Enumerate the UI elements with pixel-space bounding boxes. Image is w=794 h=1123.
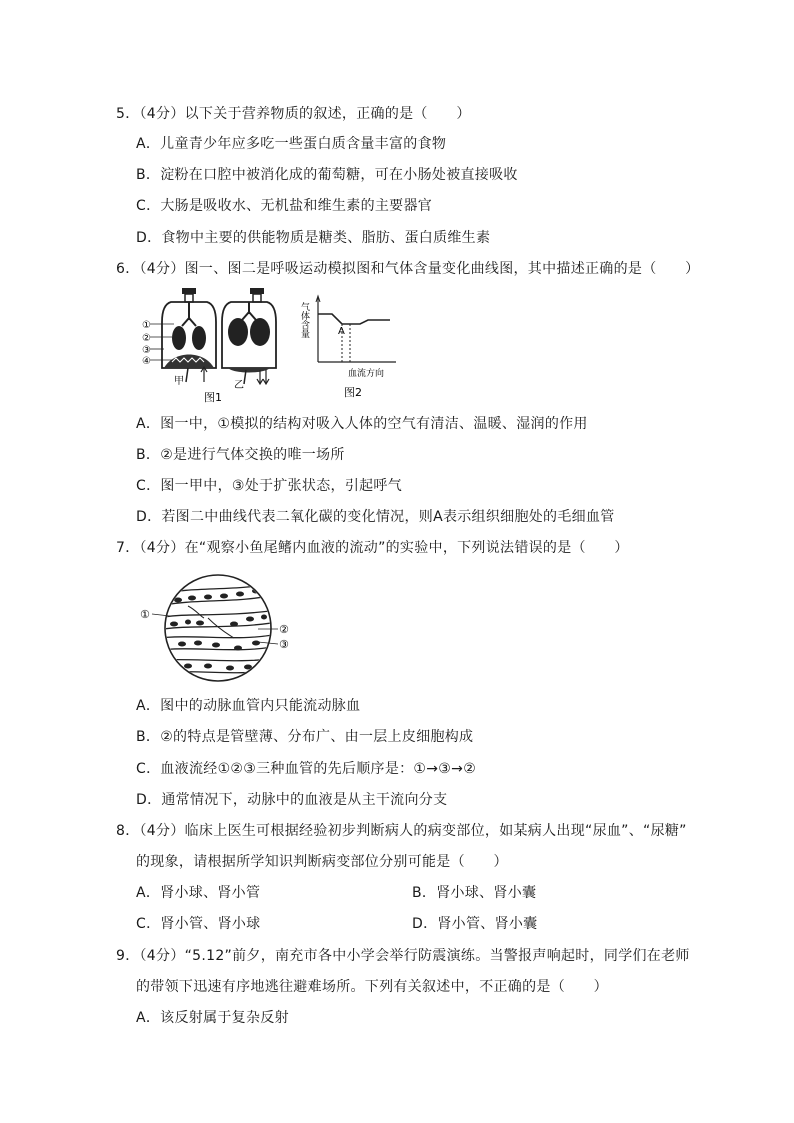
- jar-b-label: 乙: [234, 380, 244, 391]
- question-9-option-a: A．该反射属于复杂反射: [136, 1010, 289, 1026]
- question-8-option-c: C．肾小管、肾小球: [136, 916, 261, 932]
- fig2-xlabel: 血流方向: [348, 369, 385, 379]
- fig1-label-1: ①: [142, 320, 151, 331]
- question-8-stem-line1: 8．（4分）临床上医生可根据经验初步判断病人的病变部位，如某病人出现“尿血”、“尿糖”: [116, 823, 687, 839]
- question-6-option-d: D．若图二中曲线代表二氧化碳的变化情况，则A表示组织细胞处的毛细血管: [136, 509, 615, 525]
- question-5-option-a: A．儿童青少年应多吃一些蛋白质含量丰富的食物: [136, 136, 447, 152]
- question-7-stem: 7．（4分）在“观察小鱼尾鳍内血液的流动”的实验中，下列说法错误的是（ ）: [116, 540, 629, 556]
- question-7-option-a: A．图中的动脉血管内只能流动脉血: [136, 698, 361, 714]
- jar-a: [162, 288, 216, 382]
- fig2-marker-a: A: [338, 326, 345, 337]
- question-9-stem-line1: 9．（4分）“5.12”前夕，南充市各中小学会举行防震演练。当警报声响起时，同学们在老师: [116, 948, 690, 964]
- fig7-label-2: ②: [279, 623, 289, 636]
- jar-b: [222, 288, 276, 384]
- breathing-model-figure: [138, 284, 278, 406]
- fig1-label-2: ②: [142, 333, 151, 344]
- question-7-option-b: B．②的特点是管壁薄、分布广、由一层上皮细胞构成: [136, 729, 474, 745]
- question-6-option-c: C．图一甲中，③处于扩张状态，引起呼气: [136, 478, 403, 494]
- question-6-option-a: A．图一中，①模拟的结构对吸入人体的空气有清洁、温暖、湿润的作用: [136, 416, 588, 432]
- question-8-option-a: A．肾小球、肾小管: [136, 885, 261, 901]
- question-6-option-b: B．②是进行气体交换的唯一场所: [136, 447, 345, 463]
- fig1-label-4: ④: [142, 356, 151, 367]
- figure-2-caption: 图2: [344, 386, 362, 399]
- question-7-option-d: D．通常情况下，动脉中的血液是从主干流向分支: [136, 792, 448, 808]
- jar-a-label: 甲: [174, 376, 184, 387]
- figure-1-caption: 图1: [204, 391, 222, 404]
- gas-curve-figure: [296, 290, 404, 402]
- question-5-option-d: D．食物中主要的供能物质是糖类、脂肪、蛋白质维生素: [136, 230, 491, 246]
- question-8-option-b: B．肾小球、肾小囊: [412, 885, 537, 901]
- question-6-stem: 6．（4分）图一、图二是呼吸运动模拟图和气体含量变化曲线图，其中描述正确的是（ ）: [116, 261, 700, 277]
- fig2-ylabel: 气体含量: [299, 302, 309, 338]
- question-7-option-c: C．血液流经①②③三种血管的先后顺序是：①→③→②: [136, 761, 477, 777]
- fig7-label-1: ①: [140, 608, 150, 621]
- question-5-option-b: B．淀粉在口腔中被消化成的葡萄糖，可在小肠处被直接吸收: [136, 167, 518, 183]
- fish-tail-blood-figure: [138, 572, 298, 684]
- question-8-stem-line2: 的现象，请根据所学知识判断病变部位分别可能是（ ）: [136, 854, 508, 870]
- question-5-stem: 5．（4分）以下关于营养物质的叙述，正确的是（ ）: [116, 106, 471, 122]
- question-9-stem-line2: 的带领下迅速有序地逃往避难场所。下列有关叙述中，不正确的是（ ）: [136, 979, 608, 995]
- fig1-label-3: ③: [142, 345, 151, 356]
- question-5-option-c: C．大肠是吸收水、无机盐和维生素的主要器官: [136, 198, 433, 214]
- question-8-option-d: D．肾小管、肾小囊: [412, 916, 538, 932]
- fig7-label-3: ③: [279, 638, 289, 651]
